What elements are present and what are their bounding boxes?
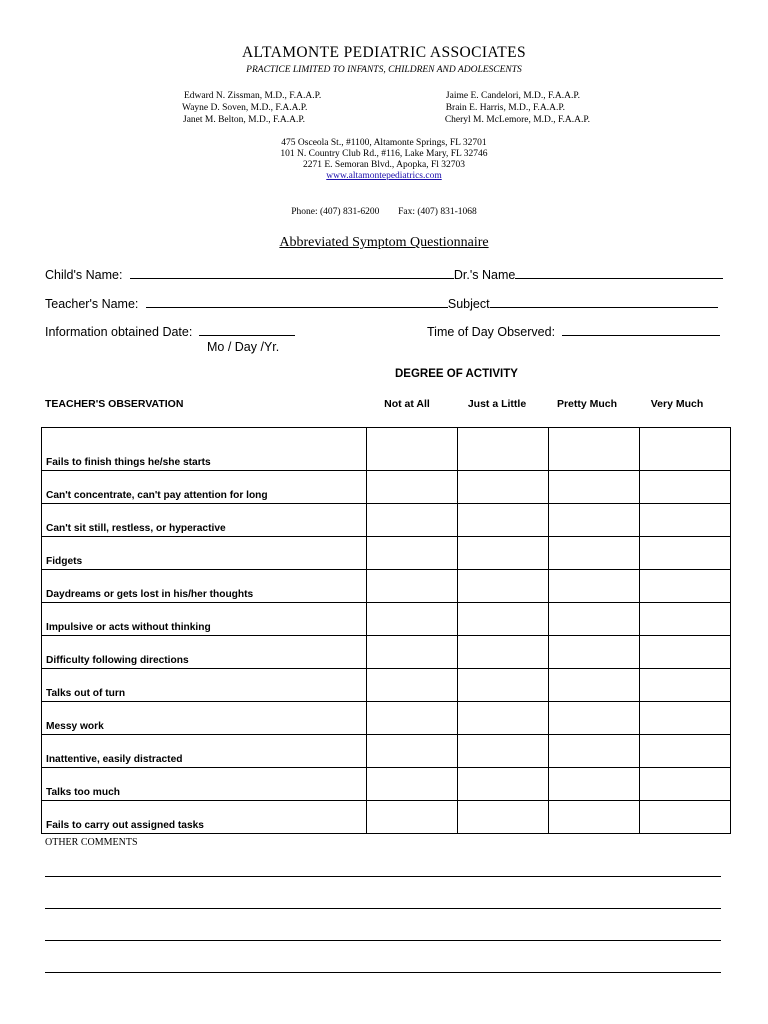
website-link[interactable]: www.altamontepediatrics.com — [326, 171, 442, 181]
contact-line — [0, 207, 768, 217]
rating-cell[interactable] — [458, 570, 549, 603]
info-date-field[interactable] — [45, 324, 295, 339]
rating-cell[interactable] — [458, 801, 549, 834]
table-row — [42, 636, 731, 669]
behavior-label: Inattentive, easily distracted — [42, 735, 367, 768]
childs-name-field[interactable] — [45, 267, 723, 282]
address-line: 475 Osceola St., #1100, Altamonte Springs, FL 32701 — [281, 138, 487, 148]
behavior-label: Fails to finish things he/she starts — [42, 428, 367, 471]
rating-cell[interactable] — [549, 603, 640, 636]
form-title: Abbreviated Symptom Questionnaire — [279, 235, 489, 250]
phone-number: Phone: (407) 831-6200 — [291, 207, 380, 217]
behavior-label: Difficulty following directions — [42, 636, 367, 669]
degree-of-activity-heading: DEGREE OF ACTIVITY — [395, 368, 518, 380]
rating-cell[interactable] — [367, 669, 458, 702]
rating-cell[interactable] — [367, 428, 458, 471]
address-line: 2271 E. Semoran Blvd., Apopka, Fl 32703 — [302, 160, 466, 170]
rating-cell[interactable] — [367, 702, 458, 735]
table-row — [42, 669, 731, 702]
childs-name-line[interactable] — [130, 267, 454, 279]
rating-cell[interactable] — [640, 768, 731, 801]
rating-cell[interactable] — [640, 471, 731, 504]
org-name: ALTAMONTE PEDIATRIC ASSOCIATES — [241, 44, 527, 61]
rating-cell[interactable] — [458, 603, 549, 636]
rating-cell[interactable] — [367, 570, 458, 603]
date-format-hint: Mo / Day /Yr. — [207, 340, 280, 354]
comment-line[interactable] — [45, 972, 721, 973]
behavior-label: Talks too much — [42, 768, 367, 801]
rating-cell[interactable] — [458, 537, 549, 570]
table-row — [42, 504, 731, 537]
address-line: 101 N. Country Club Rd., #116, Lake Mary, FL 32746 — [280, 149, 488, 159]
table-row — [42, 428, 731, 471]
comment-line[interactable] — [45, 908, 721, 909]
rating-cell[interactable] — [549, 471, 640, 504]
doctors-right — [420, 90, 590, 126]
other-comments-label: OTHER COMMENTS — [45, 837, 138, 848]
teachers-name-line[interactable] — [146, 296, 448, 308]
rating-cell[interactable] — [640, 537, 731, 570]
table-row — [42, 537, 731, 570]
rating-cell[interactable] — [640, 504, 731, 537]
behavior-label: Can't concentrate, can't pay attention for long — [42, 471, 367, 504]
rating-cell[interactable] — [640, 603, 731, 636]
doctor-name: Brain E. Harris, M.D., F.A.A.P. — [445, 103, 565, 113]
time-of-day-label: Time of Day Observed: — [427, 325, 556, 339]
doctor-name: Janet M. Belton, M.D., F.A.A.P. — [183, 115, 305, 125]
column-header: Just a Little — [467, 398, 527, 410]
fax-number: Fax: (407) 831-1068 — [398, 207, 477, 217]
rating-cell[interactable] — [458, 471, 549, 504]
rating-cell[interactable] — [549, 537, 640, 570]
rating-cell[interactable] — [458, 669, 549, 702]
table-row — [42, 735, 731, 768]
rating-cell[interactable] — [549, 768, 640, 801]
behavior-label: Can't sit still, restless, or hyperactive — [42, 504, 367, 537]
rating-cell[interactable] — [549, 570, 640, 603]
comment-line[interactable] — [45, 940, 721, 941]
rating-cell[interactable] — [640, 636, 731, 669]
doctor-name: Jaime E. Candelori, M.D., F.A.A.P. — [445, 91, 580, 101]
org-tagline: PRACTICE LIMITED TO INFANTS, CHILDREN AND ADOLESCENTS — [246, 65, 522, 75]
behavior-label: Fails to carry out assigned tasks — [42, 801, 367, 834]
rating-cell[interactable] — [549, 669, 640, 702]
rating-cell[interactable] — [458, 504, 549, 537]
rating-cell[interactable] — [458, 735, 549, 768]
rating-cell[interactable] — [640, 428, 731, 471]
rating-cell[interactable] — [458, 702, 549, 735]
behavior-label: Daydreams or gets lost in his/her thoughts — [42, 570, 367, 603]
rating-cell[interactable] — [549, 504, 640, 537]
rating-cell[interactable] — [367, 636, 458, 669]
doctor-name: Cheryl M. McLemore, M.D., F.A.A.P. — [444, 115, 590, 125]
doctors-left — [182, 90, 402, 126]
rating-cell[interactable] — [549, 801, 640, 834]
teachers-name-label: Teacher's Name: — [45, 297, 139, 311]
behavior-label: Talks out of turn — [42, 669, 367, 702]
doctor-name: Wayne D. Soven, M.D., F.A.A.P. — [182, 103, 308, 113]
rating-cell[interactable] — [458, 428, 549, 471]
table-row — [42, 768, 731, 801]
behavior-label: Impulsive or acts without thinking — [42, 603, 367, 636]
rating-cell[interactable] — [367, 801, 458, 834]
rating-cell[interactable] — [367, 537, 458, 570]
subject-label: Subject — [447, 297, 490, 311]
rating-cell[interactable] — [549, 735, 640, 768]
office-addresses — [0, 138, 768, 182]
rating-cell[interactable] — [458, 636, 549, 669]
table-row — [42, 702, 731, 735]
drs-name-label: Dr.'s Name — [453, 268, 516, 282]
rating-cell[interactable] — [367, 471, 458, 504]
rating-cell[interactable] — [367, 504, 458, 537]
rating-cell[interactable] — [367, 603, 458, 636]
rating-cell[interactable] — [549, 428, 640, 471]
table-row — [42, 570, 731, 603]
behavior-label: Messy work — [42, 702, 367, 735]
observation-table — [41, 427, 731, 834]
column-header: Very Much — [650, 398, 704, 410]
drs-name-line[interactable] — [515, 267, 723, 279]
info-date-line[interactable] — [199, 324, 295, 336]
doctor-name: Edward N. Zissman, M.D., F.A.A.P. — [184, 91, 322, 101]
rating-cell[interactable] — [640, 735, 731, 768]
time-of-day-field[interactable] — [427, 324, 720, 339]
rating-cell[interactable] — [549, 636, 640, 669]
info-date-label: Information obtained Date: — [45, 325, 193, 339]
rating-cell[interactable] — [640, 702, 731, 735]
comment-line[interactable] — [45, 876, 721, 877]
teachers-observation-heading: TEACHER'S OBSERVATION — [45, 398, 184, 410]
subject-line[interactable] — [490, 296, 718, 308]
time-of-day-line[interactable] — [562, 324, 720, 336]
table-row — [42, 471, 731, 504]
rating-cell[interactable] — [640, 669, 731, 702]
rating-cell[interactable] — [458, 768, 549, 801]
column-header: Pretty Much — [556, 398, 618, 410]
rating-cell[interactable] — [367, 768, 458, 801]
behavior-label: Fidgets — [42, 537, 367, 570]
rating-cell[interactable] — [640, 801, 731, 834]
teachers-name-field[interactable] — [45, 296, 718, 311]
table-row — [42, 603, 731, 636]
column-header: Not at All — [384, 398, 430, 410]
childs-name-label: Child's Name: — [45, 268, 123, 282]
rating-cell[interactable] — [367, 735, 458, 768]
rating-cell[interactable] — [640, 570, 731, 603]
rating-cell[interactable] — [549, 702, 640, 735]
table-row — [42, 801, 731, 834]
